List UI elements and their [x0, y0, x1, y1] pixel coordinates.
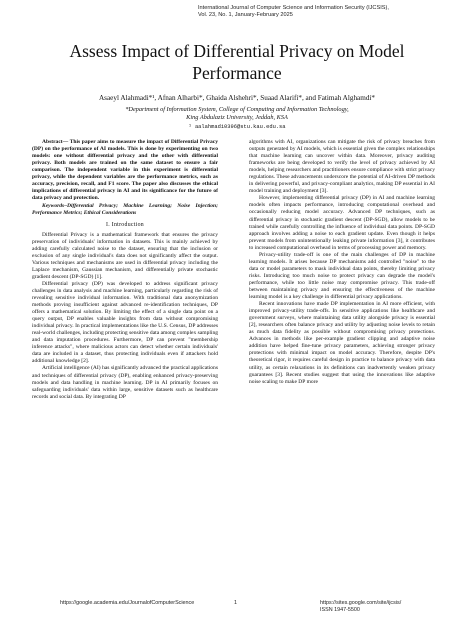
page-number: 1	[234, 600, 237, 606]
keywords: Keywords–Differential Privacy; Machine Learning; Noise Injection; Performance Metrics; Ethical Considerations	[32, 203, 218, 217]
author-list: Asaeyl Alahmadi*¹, Afnan Alharbi*, Ghaida Alshehri*, Suaad Alarifi*, and Fatimah Alghamdi*	[98, 94, 376, 102]
paragraph: Privacy-utility trade-off is one of the main challenges of DP in machine learning models. It arises because DP mechanisms add controlled "noise" to the data or model parameters to mask individual data points, thereby limiting privacy risks. Introducing too much noise to protect privacy can degrade the model's performance, while too little noise may compromise privacy. This trade-off between maintaining privacy and ensuring the effectiveness of the machine learning model is a key challenge in differential privacy applications.	[249, 251, 435, 301]
footer-right	[320, 600, 401, 614]
paragraph: Differential Privacy is a mathematical framework that ensures the privacy preservation of individuals' information in datasets. This is mainly achieved by adding carefully calculated noise to the dataset, ensuring that the inclusion or exclusion of any single individual's data does not significantly affect the output. Various techniques and mechanisms are used in differential privacy including the Laplace mechanism, Gaussian mechanism, and differentially private stochastic gradient descent (DP-SGD) [1].	[32, 231, 218, 280]
affiliation	[30, 106, 444, 122]
paragraph: algorithms with AI, organizations can mitigate the risk of privacy breaches from outputs generated by AI models, which is essential given the complex relationships that machine learning can uncover within data. Moreover, privacy auditing frameworks are being developed to verify the level of privacy achieved by AI models, helping researchers and practitioners ensure compliance with strict privacy regulations. These advancements underscore the potential of AI-driven DP methods in delivering powerful, and privacy-compliant analytics, making DP essential in AI model training and deployment [3].	[249, 139, 435, 195]
footer-site-url: https://sites.google.com/site/ijcsis/	[320, 600, 402, 606]
paragraph: Differential privacy (DP) was developed to address significant privacy challenges in data analysis and machine learning, particularly regarding the risk of revealing sensitive individual information. With traditional data anonymization methods proving insufficient against advanced re-identification techniques, DP offers a mathematical solution. By limiting the effect of a single data point on a query output, DP enables valuable insights from data without compromising individual privacy. In practical implementations like the U.S. Census, DP addresses real-world challenges, including protecting sensitive data among complex sampling and data imputation procedures. Furthermore, DP can prevent "membership inference attacks", where malicious actors can detect whether certain individuals' data are included in a dataset, thus protecting individuals even if attackers hold additional knowledge [2].	[32, 280, 218, 365]
paragraph: Artificial intelligence (AI) has significantly advanced the practical applications and techniques of differential privacy (DP), enabling enhanced privacy-preserving models and data handling in machine learning. DP in AI primarily focuses on safeguarding individuals' data within large, sensitive datasets such as healthcare records and social data. By integrating DP	[32, 365, 218, 400]
paragraph: Recent innovations have made DP implementation in AI more efficient, with improved privacy-utility trade-offs. In sensitive applications like healthcare and government surveys, where maintaining data utility alongside privacy is essential [2], researchers often balance privacy and utility by adjusting noise levels to retain as much data fidelity as possible without compromising privacy protections. Advances in methods like per-example gradient clipping and adaptive noise addition have helped fine-tune privacy parameters, achieving stronger privacy protections with minimal impact on model accuracy. Therefore, despite DP's theoretical rigor, it requires careful design in practice to balance privacy with data utility, as certain relaxations in its definitions can inadvertently weaken privacy guarantees [3]. Recent studies suggest that using the innovations like adaptive noise scaling to make DP more	[249, 301, 435, 385]
left-column	[32, 139, 218, 401]
paragraph: However, implementing differential privacy (DP) in AI and machine learning models often impacts performance, introducing computational overhead and occasionally reducing model accuracy. Advanced DP techniques, such as differential privacy in stochastic gradient descent (DP-SGD), allow models to be trained while carefully controlling the influence of individual data points. DP-SGD approach involves adding a noise to each gradient update. Even though it helps prevent models from unintentionally leaking private information [3], it contributes to increased computational overhead in terms of processing power and memory.	[249, 195, 435, 251]
footer-left-url: https://google.academia.edu/JournalofComputerScience	[60, 600, 195, 606]
title-line-2: Performance	[192, 63, 282, 83]
right-column	[249, 139, 435, 386]
journal-name: International Journal of Computer Science and Information Security (IJCSIS),	[198, 5, 389, 11]
issn: ISSN 1947-5500	[320, 607, 360, 613]
paper-title	[30, 40, 444, 84]
affiliation-line-2: King Abdulaziz University, Jeddah, KSA	[186, 114, 288, 122]
author-email: ¹ aalahmadi0396@stu.kau.edu.sa	[188, 124, 286, 130]
journal-header	[198, 5, 389, 19]
abstract: Abstract— This paper aims to measure the impact of Differential Privacy (DP) on the performance of AI models. This is done by experimenting on two models: one without differential privacy and the other with differential privacy. Both models are trained on the same dataset to ensure a fair comparison. The independent variable in this experiment is differential privacy, while the dependent variables are the performance metrics, such as accuracy, precision, recall, and F1 score. The paper also discusses the ethical implications of differential privacy in AI and its significance for the future of data privacy and protection.	[32, 139, 218, 202]
section-heading-introduction: I. Introduction	[106, 221, 144, 228]
affiliation-line-1: *Department of Information System, College of Computing and Information Technology,	[125, 106, 349, 113]
journal-volume: Vol. 23, No. 1, January-February 2025	[198, 12, 293, 18]
title-line-1: Assess Impact of Differential Privacy on Model	[69, 41, 405, 61]
